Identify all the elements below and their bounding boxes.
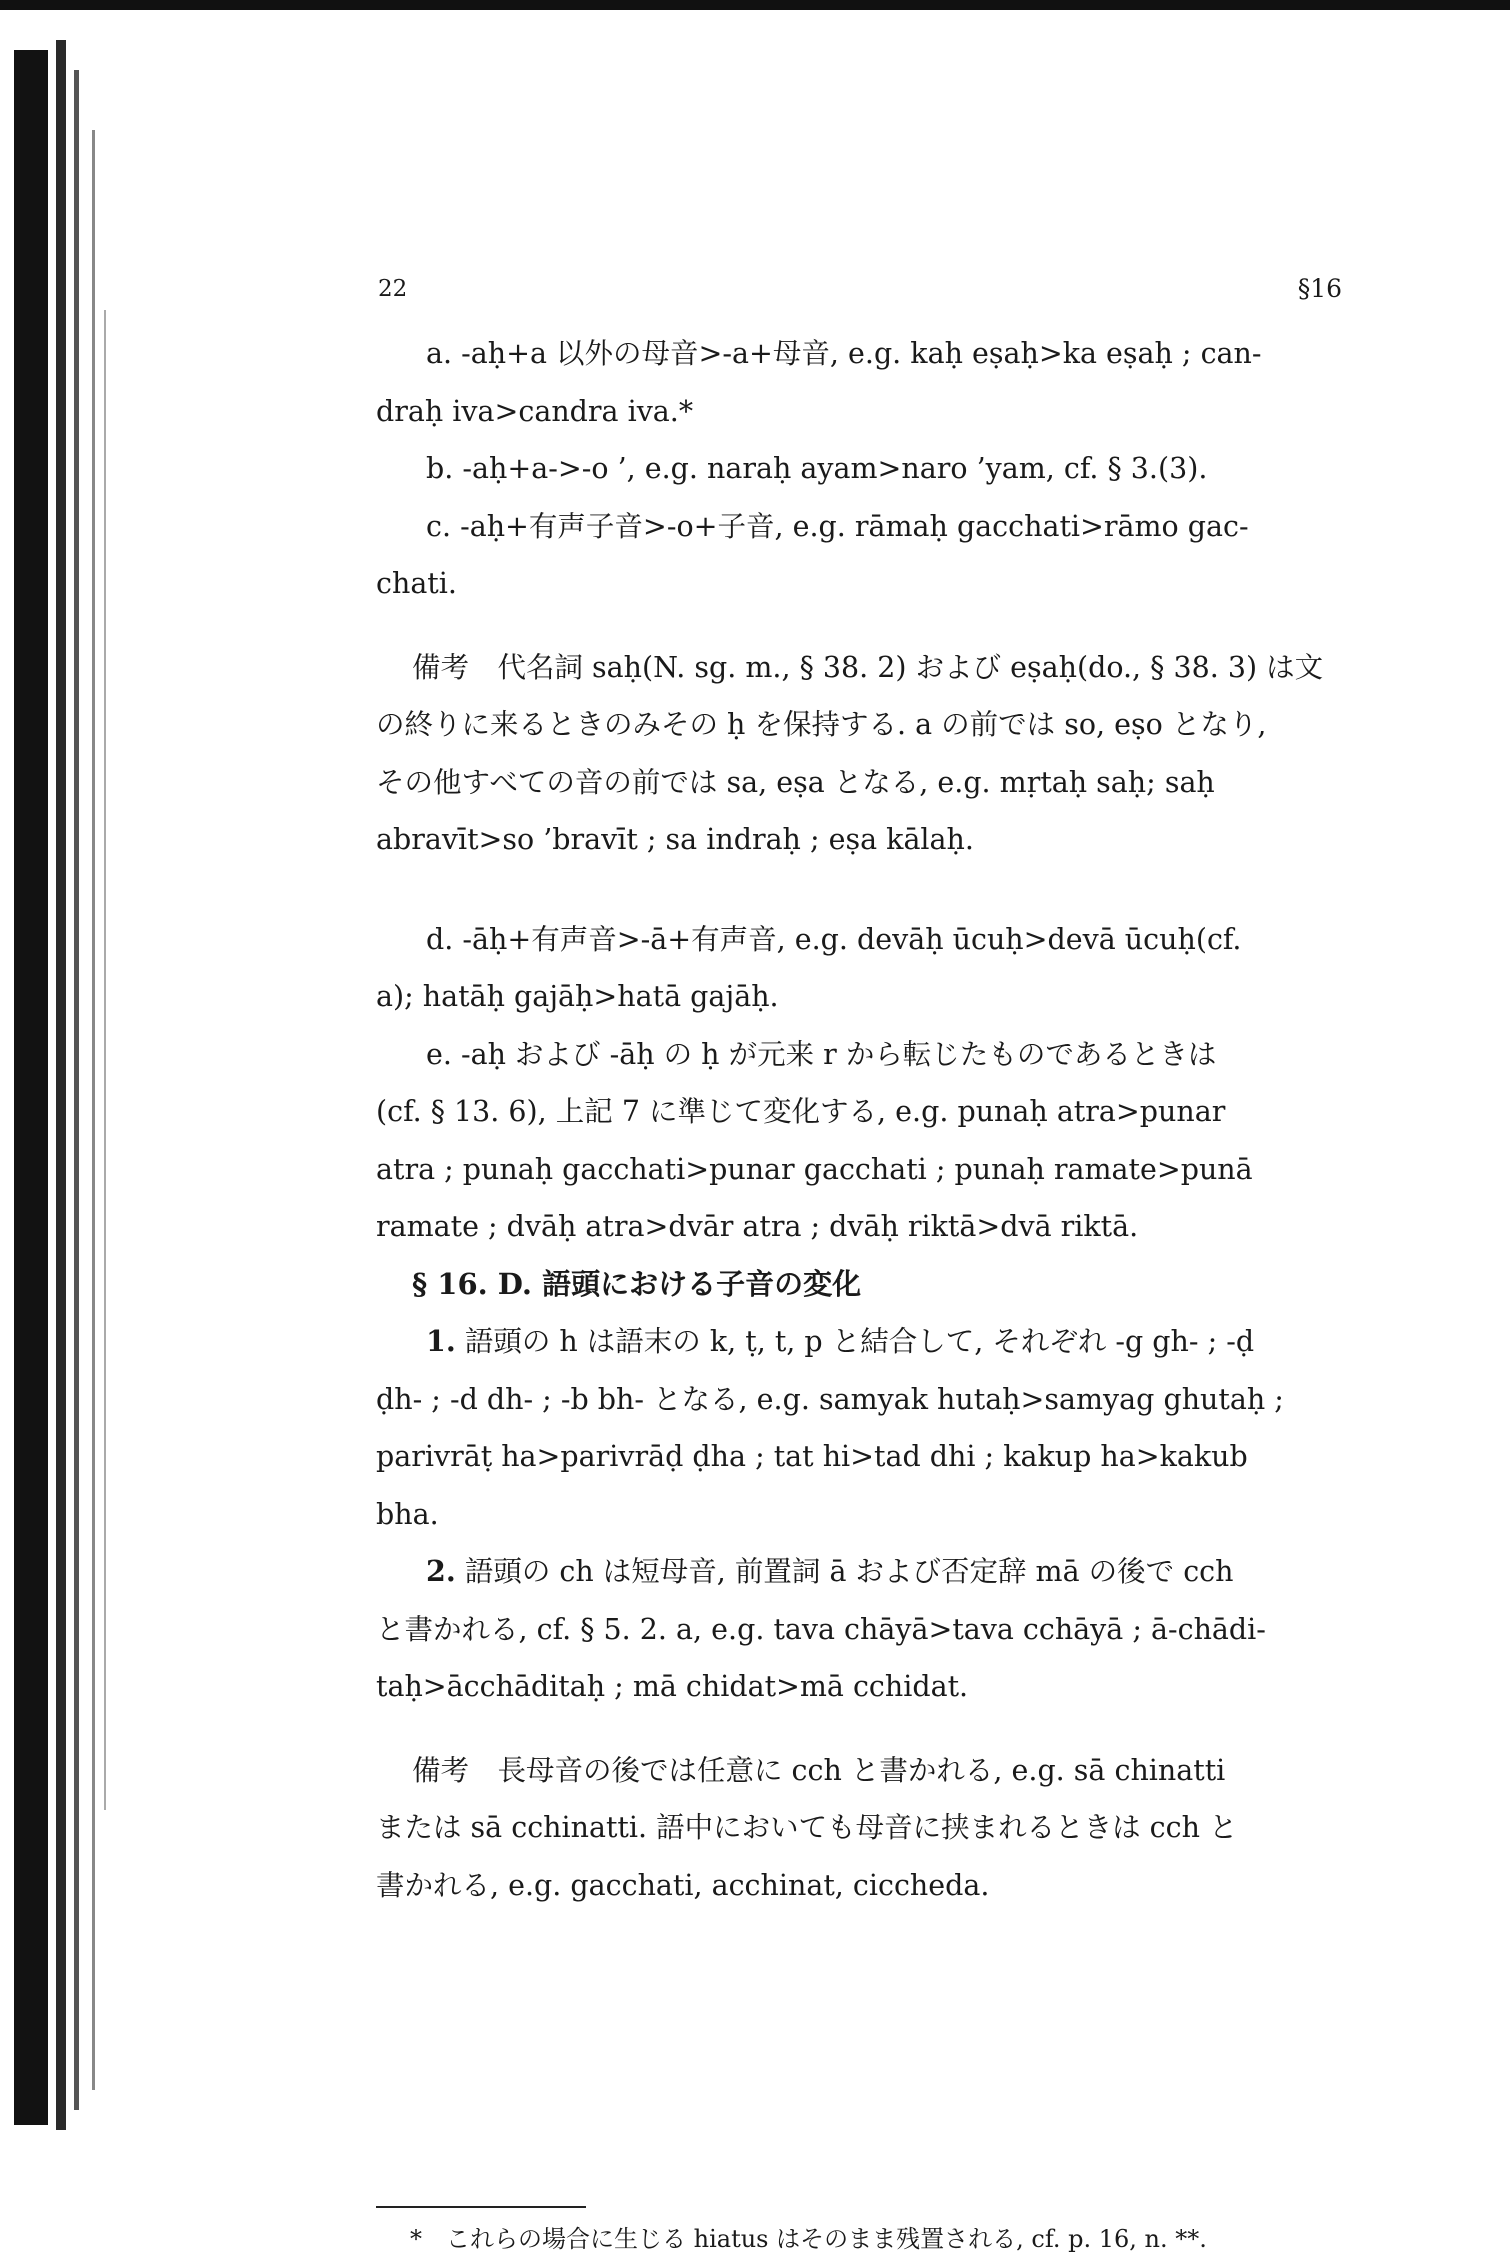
remark-1	[376, 639, 1346, 869]
section-title: § 16. D. 語頭における子音の変化	[412, 1266, 862, 1301]
page-body	[376, 325, 1346, 1914]
text-line	[376, 1543, 1346, 1601]
page-number: 22	[378, 276, 408, 302]
rule-d	[376, 911, 1346, 1026]
text-line: その他すべての音の前では sa, eṣa となる, e.g. mṛtaḥ saḥ; saḥ	[376, 765, 1215, 799]
book-binding-shadow	[0, 10, 115, 2133]
rule-b: b. -aḥ+a->-o ’, e.g. naraḥ ayam>naro ’yam, cf. § 3.(3).	[426, 452, 1208, 485]
paragraph-number: 1.	[426, 1324, 456, 1358]
rule-a	[376, 325, 1346, 440]
paragraph-number: 2.	[426, 1554, 456, 1588]
text-line: の終りに来るときのみその ḥ を保持する. a の前では so, eṣo となり,	[376, 708, 1267, 741]
text-line: ramate ; dvāḥ atra>dvār atra ; dvāḥ riktā>dvā riktā.	[376, 1210, 1139, 1243]
text-line: 備考 長母音の後では任意に cch と書かれる, e.g. sā chinatti	[412, 1753, 1226, 1787]
text-line: a); hatāḥ gajāḥ>hatā gajāḥ.	[376, 980, 779, 1013]
running-section-header: §16	[1297, 274, 1342, 303]
text-line: parivrāṭ ha>parivrāḍ ḍha ; tat hi>tad dhi ; kakup ha>kakub	[376, 1440, 1248, 1473]
text-line: 書かれる, e.g. gacchati, acchinat, ciccheda.	[376, 1868, 990, 1902]
text-line: bha.	[376, 1497, 439, 1531]
text-line: と書かれる, cf. § 5. 2. a, e.g. tava chāyā>tava cchāyā ; ā-chādi-	[376, 1612, 1266, 1646]
text-line: draḥ iva>candra iva.*	[376, 394, 694, 428]
text-line: (cf. § 13. 6), 上記 7 に準じて変化する, e.g. punaḥ atra>punar	[376, 1095, 1226, 1128]
text-line	[376, 1313, 1346, 1371]
text-line: d. -āḥ+有声音>-ā+有声音, e.g. devāḥ ūcuḥ>devā ūcuḥ(cf.	[426, 922, 1242, 956]
rule-c	[376, 498, 1346, 613]
text-line: chati.	[376, 567, 457, 600]
text-line: abravīt>so ’bravīt ; sa indraḥ ; eṣa kālaḥ.	[376, 823, 974, 856]
text-line: 備考 代名詞 saḥ(N. sg. m., § 38. 2) および eṣaḥ(do., § 38. 3) は文	[412, 650, 1324, 684]
remark-2	[376, 1742, 1346, 1915]
footnote-rule	[376, 2206, 586, 2208]
rule-e	[376, 1026, 1346, 1256]
text-span: 語頭の h は語末の k, ṭ, t, p と結合して, それぞれ -g gh- ; -ḍ	[464, 1325, 1255, 1358]
text-line: e. -aḥ および -āḥ の ḥ が元来 r から転じたものであるときは	[426, 1037, 1217, 1071]
footnote: * これらの場合に生じる hiatus はそのまま残置される, cf. p. 16, n. **.	[410, 2225, 1207, 2253]
paragraph-2	[376, 1543, 1346, 1716]
text-line: c. -aḥ+有声子音>-o+子音, e.g. rāmaḥ gacchati>rāmo gac-	[426, 509, 1249, 543]
text-span: 語頭の ch は短母音, 前置詞 ā および否定辞 mā の後で cch	[464, 1555, 1234, 1588]
text-line: または sā cchinatti. 語中においても母音に挟まれるときは cch と	[376, 1811, 1238, 1844]
text-line: a. -aḥ+a 以外の母音>-a+母音, e.g. kaḥ eṣaḥ>ka eṣaḥ ; can-	[426, 337, 1262, 370]
text-line: ḍh- ; -d dh- ; -b bh- となる, e.g. samyak hutaḥ>samyag ghutaḥ ;	[376, 1382, 1284, 1416]
text-line: atra ; punaḥ gacchati>punar gacchati ; punaḥ ramate>punā	[376, 1152, 1253, 1186]
text-line: taḥ>ācchāditaḥ ; mā chidat>mā cchidat.	[376, 1670, 969, 1703]
top-edge-shadow	[0, 0, 1510, 10]
paragraph-1	[376, 1313, 1346, 1543]
